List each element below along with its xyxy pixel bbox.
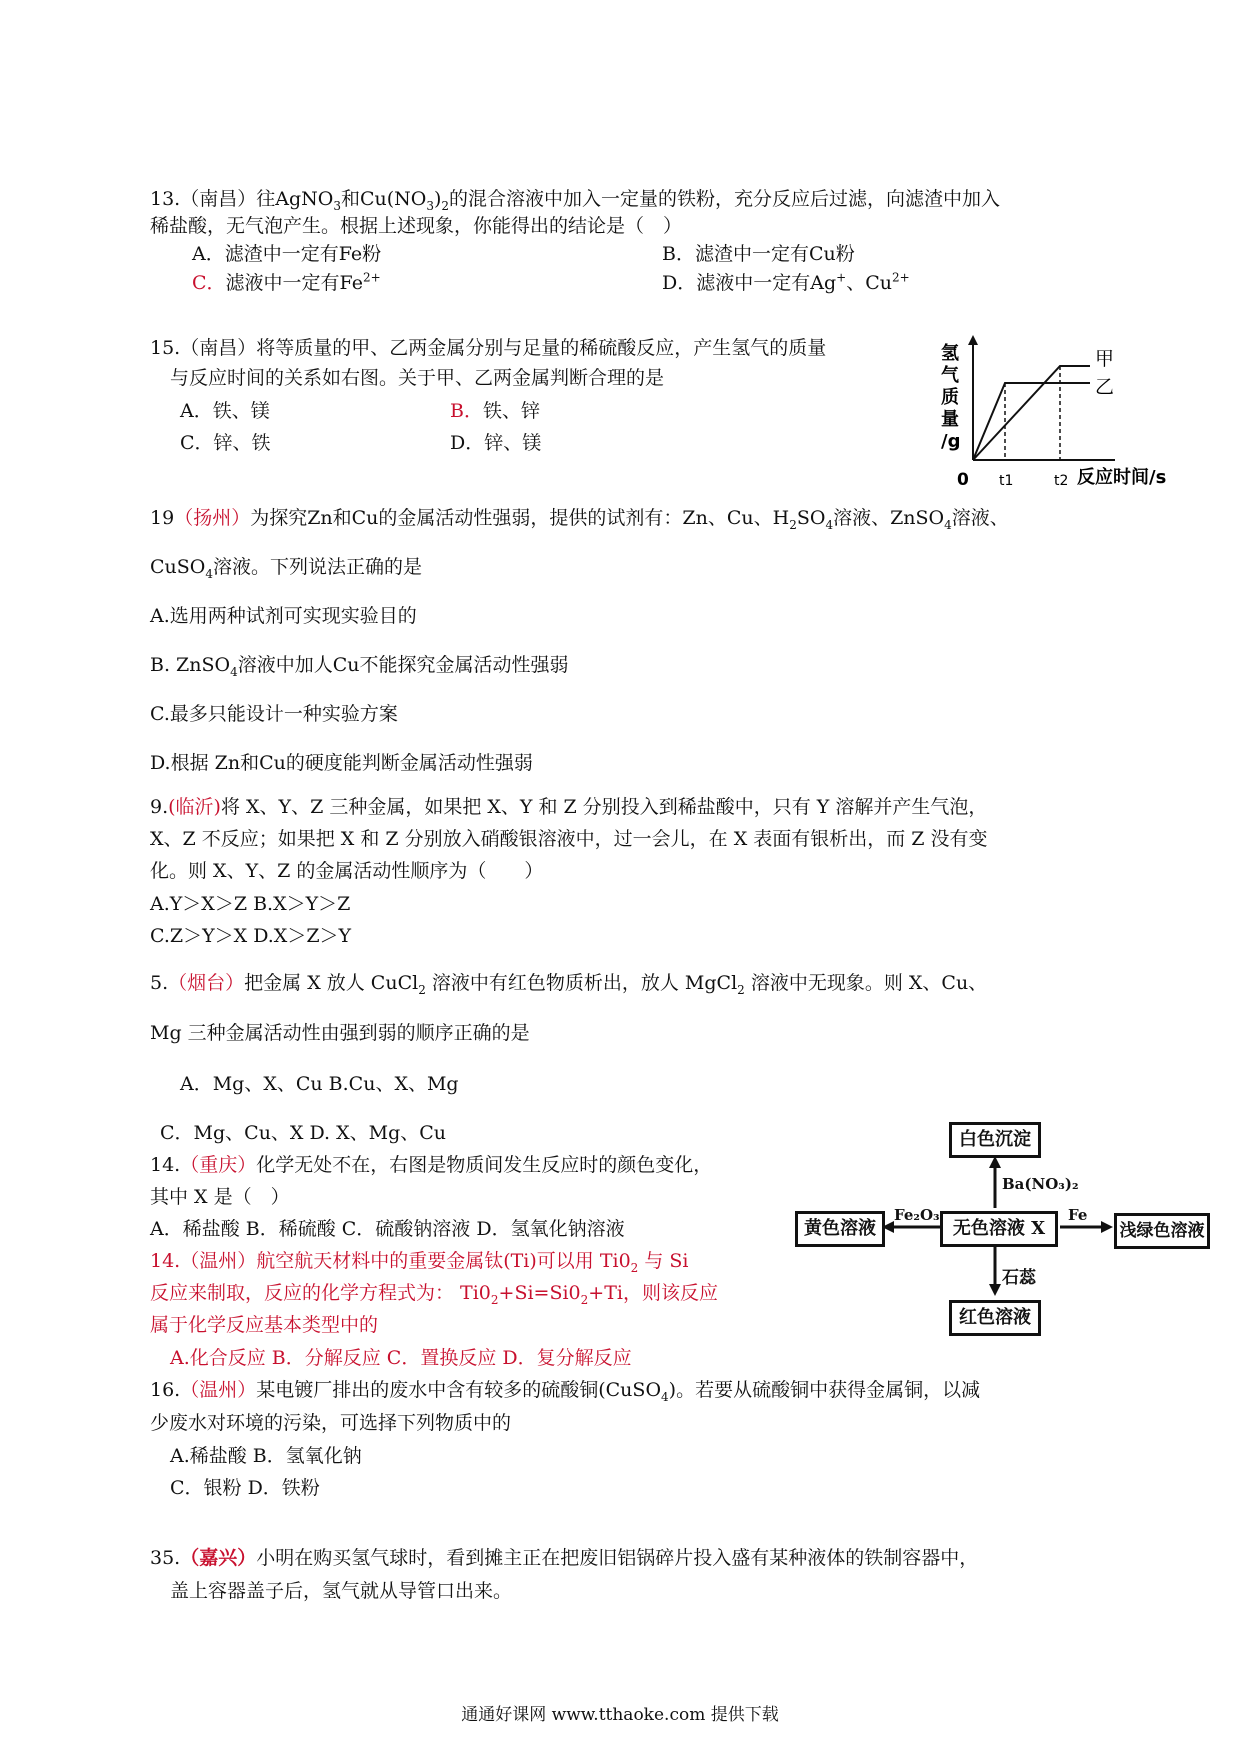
q19-option-a: A.选用两种试剂可实现实验目的 [150,605,417,627]
q14b-line1: 14.（温州）航空航天材料中的重要金属钛(Ti)可以用 $Ti0_2$ 与 Si [150,1250,689,1275]
q14a-line2: 其中 X 是（ ） [150,1186,290,1208]
q15-line1: 15.（南昌）将等质量的甲、乙两金属分别与足量的稀硫酸反应，产生氢气的质量 [150,337,827,359]
q16-line4: C．银粉 D．铁粉 [170,1477,320,1499]
svg-text:/g: /g [941,431,961,452]
reagent-litmus: 石蕊 [1002,1268,1036,1288]
chart-xlabel: 反应时间/s [1077,467,1167,488]
q5-line3: A．Mg、X、Cu B.Cu、X、Mg [180,1073,459,1095]
svg-text:氢: 氢 [941,343,959,364]
q16-line3: A.稀盐酸 B．氢氧化钠 [170,1445,362,1467]
page-footer: 通通好课网 www.tthaoke.com 提供下载 [461,1705,779,1725]
q14a-line1: 14.（重庆）化学无处不在，右图是物质间发生反应时的颜色变化， [150,1154,713,1176]
q13-line2: 稀盐酸，无气泡产生。根据上述现象，你能得出的结论是（ ） [150,215,683,237]
q35-line2: 盖上容器盖子后，氢气就从导管口出来。 [170,1580,513,1602]
node-red-solution: 红色溶液 [949,1300,1041,1336]
q9-line2: X、Z 不反应；如果把 X 和 Z 分别放入硝酸银溶液中，过一会儿，在 X 表面有银析出，而 Z 没有变 [150,828,988,850]
reagent-fe: Fe [1068,1206,1088,1224]
hydrogen-mass-chart [935,335,1195,495]
q19-line2: CuSO$_4$溶液。下列说法正确的是 [150,556,423,581]
reagent-fe2o3: Fe₂O₃ [894,1206,940,1224]
q35-line1: 35.（嘉兴）小明在购买氢气球时，看到摊主正在把废旧铝锅碎片投入盛有某种液体的铁制容器中， [150,1547,979,1569]
q15-option-c: C．锌、铁 [180,432,271,454]
q14b-line4: A.化合反应 B．分解反应 C．置换反应 D．复分解反应 [170,1347,632,1369]
chart-origin-label: 0 [957,470,969,490]
q9-line4: A.Y＞X＞Z B.X＞Y＞Z [150,893,351,915]
q13-line1: 13.（南昌）往AgNO$_3$和$Cu(NO_3)_2$的混合溶液中加入一定量的铁粉，充分反应后过滤，向滤渣中加入 [150,188,1001,213]
chart-series-jia [973,366,1090,460]
q13-option-d: D．滤液中一定有Ag+、$Cu^{2+}$ [662,270,910,294]
q9-line5: C.Z＞Y＞X D.X＞Z＞Y [150,925,352,947]
q15-option-b: B．铁、锌 [450,400,540,422]
q5-line2: Mg 三种金属活动性由强到弱的顺序正确的是 [150,1022,530,1044]
q19-option-d: D.根据 Zn和Cu的硬度能判断金属活动性强弱 [150,752,533,774]
chart-legend-yi: 乙 [1095,376,1115,398]
q14a-line3: A．稀盐酸 B．稀硫酸 C．硫酸钠溶液 D．氢氧化钠溶液 [150,1218,625,1240]
chart-ylabel-stack [941,342,960,452]
svg-text:质: 质 [941,387,959,408]
q19-option-c: C.最多只能设计一种实验方案 [150,703,398,725]
q5-line1: 5.（烟台）把金属 X 放人 CuCl$_2$ 溶液中有红色物质析出，放人 MgCl$_2$ 溶液中无现象。则 X、Cu、 [150,972,988,997]
chart-series-yi [973,383,1090,460]
chart-tick-t1: t1 [999,473,1014,489]
svg-text:量: 量 [941,409,959,430]
node-light-green-solution: 浅绿色溶液 [1114,1213,1210,1249]
reaction-diagram [790,1120,1210,1350]
q9-line1: 9.(临沂)将 X、Y、Z 三种金属，如果把 X、Y 和 Z 分别投入到稀盐酸中，只有 Y 溶解并产生气泡， [150,796,988,818]
q14b-line2: 反应来制取，反应的化学方程式为： $Ti0_2+Si=Si0_2+Ti$，则该反应 [150,1282,718,1307]
q15-option-a: A．铁、镁 [180,400,270,422]
node-yellow-solution: 黄色溶液 [795,1211,885,1247]
node-colorless-solution-x: 无色溶液 X [940,1211,1058,1247]
q5-line4: C．Mg、Cu、X D. X、Mg、Cu [160,1122,447,1144]
q15-line2: 与反应时间的关系如右图。关于甲、乙两金属判断合理的是 [170,367,665,389]
q14b-line3: 属于化学反应基本类型中的 [150,1314,379,1336]
q16-line2: 少废水对环境的污染，可选择下列物质中的 [150,1412,512,1434]
q13-option-a: A．滤渣中一定有Fe粉 [192,243,382,265]
node-white-precipitate: 白色沉淀 [949,1122,1041,1158]
reagent-ba-no3: Ba(NO₃)₂ [1002,1175,1079,1193]
q16-line1: 16.（温州）某电镀厂排出的废水中含有较多的硫酸铜(CuSO$_4$)。若要从硫酸铜中获得金属铜，以减 [150,1379,981,1404]
q13-option-b: B．滤渣中一定有Cu粉 [662,243,855,265]
q19-line1: 19（扬州）为探究Zn和Cu的金属活动性强弱，提供的试剂有：Zn、Cu、$H_2SO_4$溶液、ZnSO$_4$溶液、 [150,507,1009,532]
chart-y-arrow [968,335,978,345]
q19-option-b: B. ZnSO$_4$溶液中加人Cu不能探究金属活动性强弱 [150,654,569,679]
q9-line3: 化。则 X、Y、Z 的金属活动性顺序为（ ） [150,860,544,882]
chart-legend-jia: 甲 [1095,348,1115,370]
svg-text:气: 气 [941,365,959,386]
q13-option-c: C．滤液中一定有$Fe^{2+}$ [192,270,381,294]
chart-tick-t2: t2 [1054,473,1069,489]
q15-option-d: D．锌、镁 [450,432,542,454]
